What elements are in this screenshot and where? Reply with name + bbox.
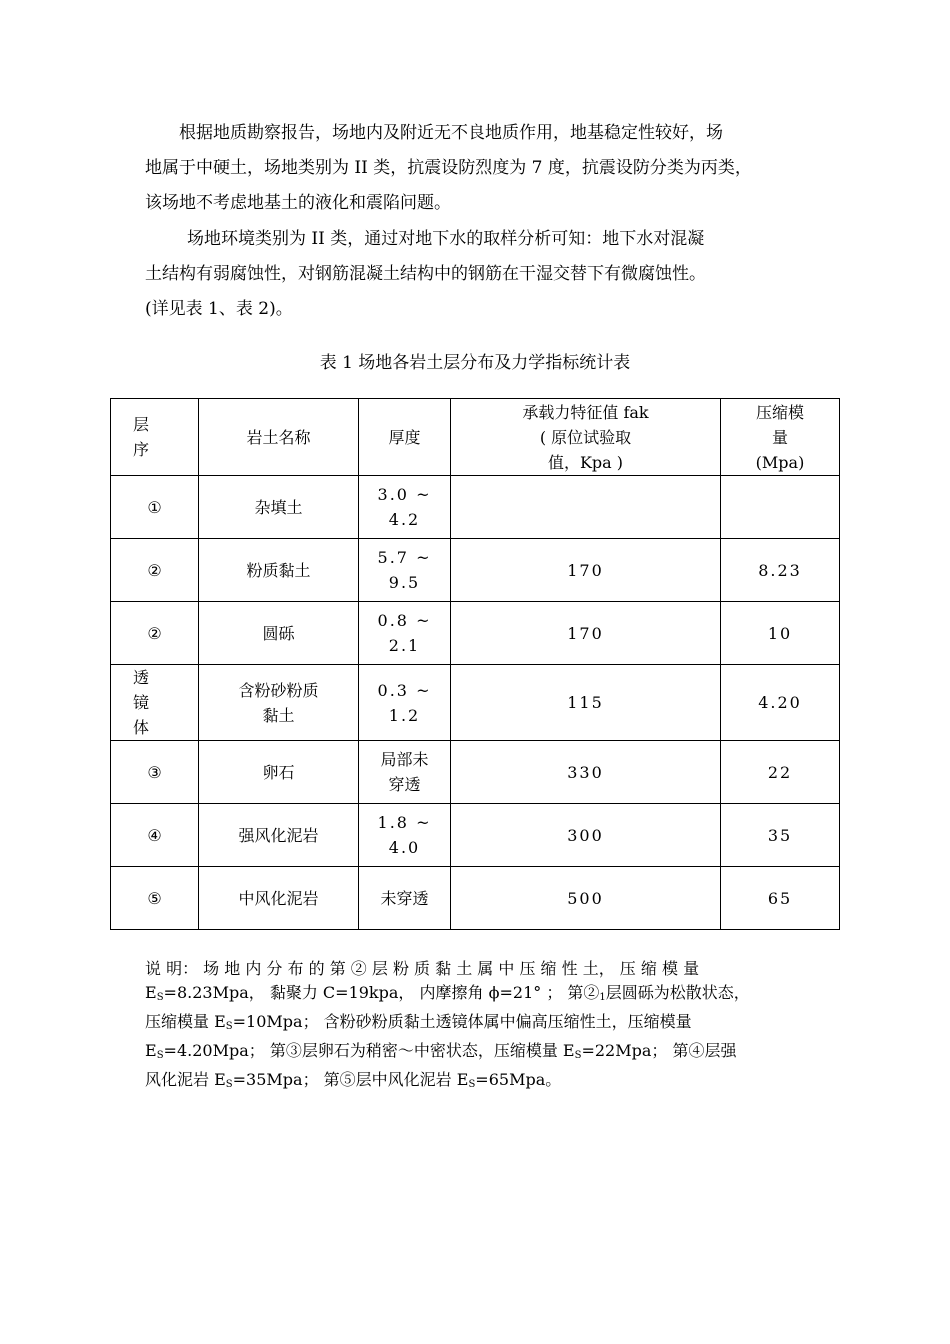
- paragraph-line: 根据地质勘察报告，场地内及附近无不良地质作用，地基稳定性较好，场: [179, 123, 723, 143]
- header-modulus: 压缩模 量 (Mpa): [721, 399, 840, 476]
- cell-modulus: 65: [721, 867, 840, 930]
- table-caption: 表 1 场地各岩土层分布及力学指标统计表: [319, 353, 631, 373]
- header-name: 岩土名称: [199, 399, 359, 476]
- table-row: [111, 476, 840, 539]
- cell-name: 中风化泥岩: [199, 867, 359, 930]
- note-line: 风化泥岩 $E_S=35Mpa$； 第⑤层中风化泥岩 $E_S=65Mpa$。: [145, 1070, 562, 1090]
- table-row: [111, 867, 840, 930]
- cell-thickness: 0.3 ~ 1.2: [359, 665, 451, 741]
- cell-fak: 115: [451, 665, 721, 741]
- cell-thickness: 1.8 ~ 4.0: [359, 804, 451, 867]
- paragraph-line: 场地环境类别为 II 类，通过对地下水的取样分析可知：地下水对混凝: [187, 229, 705, 249]
- table-header-row: [111, 399, 840, 476]
- cell-fak: 300: [451, 804, 721, 867]
- cell-thickness: 3.0 ~ 4.2: [359, 476, 451, 539]
- cell-fak: 170: [451, 539, 721, 602]
- cell-name: 强风化泥岩: [199, 804, 359, 867]
- cell-modulus: 4.20: [721, 665, 840, 741]
- table-row: [111, 665, 840, 741]
- cell-thickness: 0.8 ~ 2.1: [359, 602, 451, 665]
- soil-layer-table: [110, 398, 840, 930]
- cell-name: 杂填土: [199, 476, 359, 539]
- note-line: 说 明： 场 地 内 分 布 的 第 ② 层 粉 质 黏 土 属 中 压 缩 性 土， 压 缩 模 量: [145, 959, 700, 978]
- cell-layer: ②: [111, 602, 199, 665]
- cell-name: 卵石: [199, 741, 359, 804]
- cell-modulus: [721, 476, 840, 539]
- cell-modulus: 8.23: [721, 539, 840, 602]
- cell-layer: ④: [111, 804, 199, 867]
- cell-layer: ①: [111, 476, 199, 539]
- cell-fak: 170: [451, 602, 721, 665]
- paragraph-line: (详见表 1、表 2)。: [145, 299, 293, 319]
- table-row: [111, 804, 840, 867]
- cell-layer: ②: [111, 539, 199, 602]
- paragraph-line: 土结构有弱腐蚀性，对钢筋混凝土结构中的钢筋在干湿交替下有微腐蚀性。: [145, 264, 706, 284]
- paragraph-line: 该场地不考虑地基土的液化和震陷问题。: [145, 193, 451, 213]
- cell-fak: [451, 476, 721, 539]
- cell-modulus: 10: [721, 602, 840, 665]
- cell-modulus: 35: [721, 804, 840, 867]
- note-line: $E_S=8.23Mpa$， 黏聚力 C=19kpa， 内摩擦角 ϕ=21° ； 第$②_1$层圆砾为松散状态，: [145, 983, 750, 1003]
- geology-paragraph: [145, 116, 825, 221]
- cell-thickness: 局部未 穿透: [359, 741, 451, 804]
- cell-fak: 500: [451, 867, 721, 930]
- table-row: [111, 741, 840, 804]
- cell-name: 圆砾: [199, 602, 359, 665]
- header-thickness: 厚度: [359, 399, 451, 476]
- paragraph-line: 地属于中硬土，场地类别为 II 类，抗震设防烈度为 7 度，抗震设防分类为丙类，: [145, 158, 752, 178]
- table-note: [145, 957, 835, 1097]
- table-row: [111, 539, 840, 602]
- cell-thickness: 未穿透: [359, 867, 451, 930]
- note-line: $E_S=4.20Mpa$； 第③层卵石为稍密～中密状态，压缩模量 $E_S=22Mpa$； 第④层强: [145, 1041, 737, 1061]
- cell-layer: ⑤: [111, 867, 199, 930]
- cell-layer: 透 镜 体: [111, 665, 199, 741]
- cell-modulus: 22: [721, 741, 840, 804]
- note-line: 压缩模量 $E_S=10Mpa$； 含粉砂粉质黏土透镜体属中偏高压缩性土，压缩模量: [145, 1012, 692, 1032]
- environment-paragraph: [145, 222, 825, 327]
- cell-name: 含粉砂粉质 黏土: [199, 665, 359, 741]
- cell-layer: ③: [111, 741, 199, 804]
- cell-thickness: 5.7 ~ 9.5: [359, 539, 451, 602]
- table-row: [111, 602, 840, 665]
- cell-name: 粉质黏土: [199, 539, 359, 602]
- header-fak: 承载力特征值 fak ( 原位试验取 值，Kpa ): [451, 399, 721, 476]
- header-layer: 层 序: [111, 399, 199, 476]
- cell-fak: 330: [451, 741, 721, 804]
